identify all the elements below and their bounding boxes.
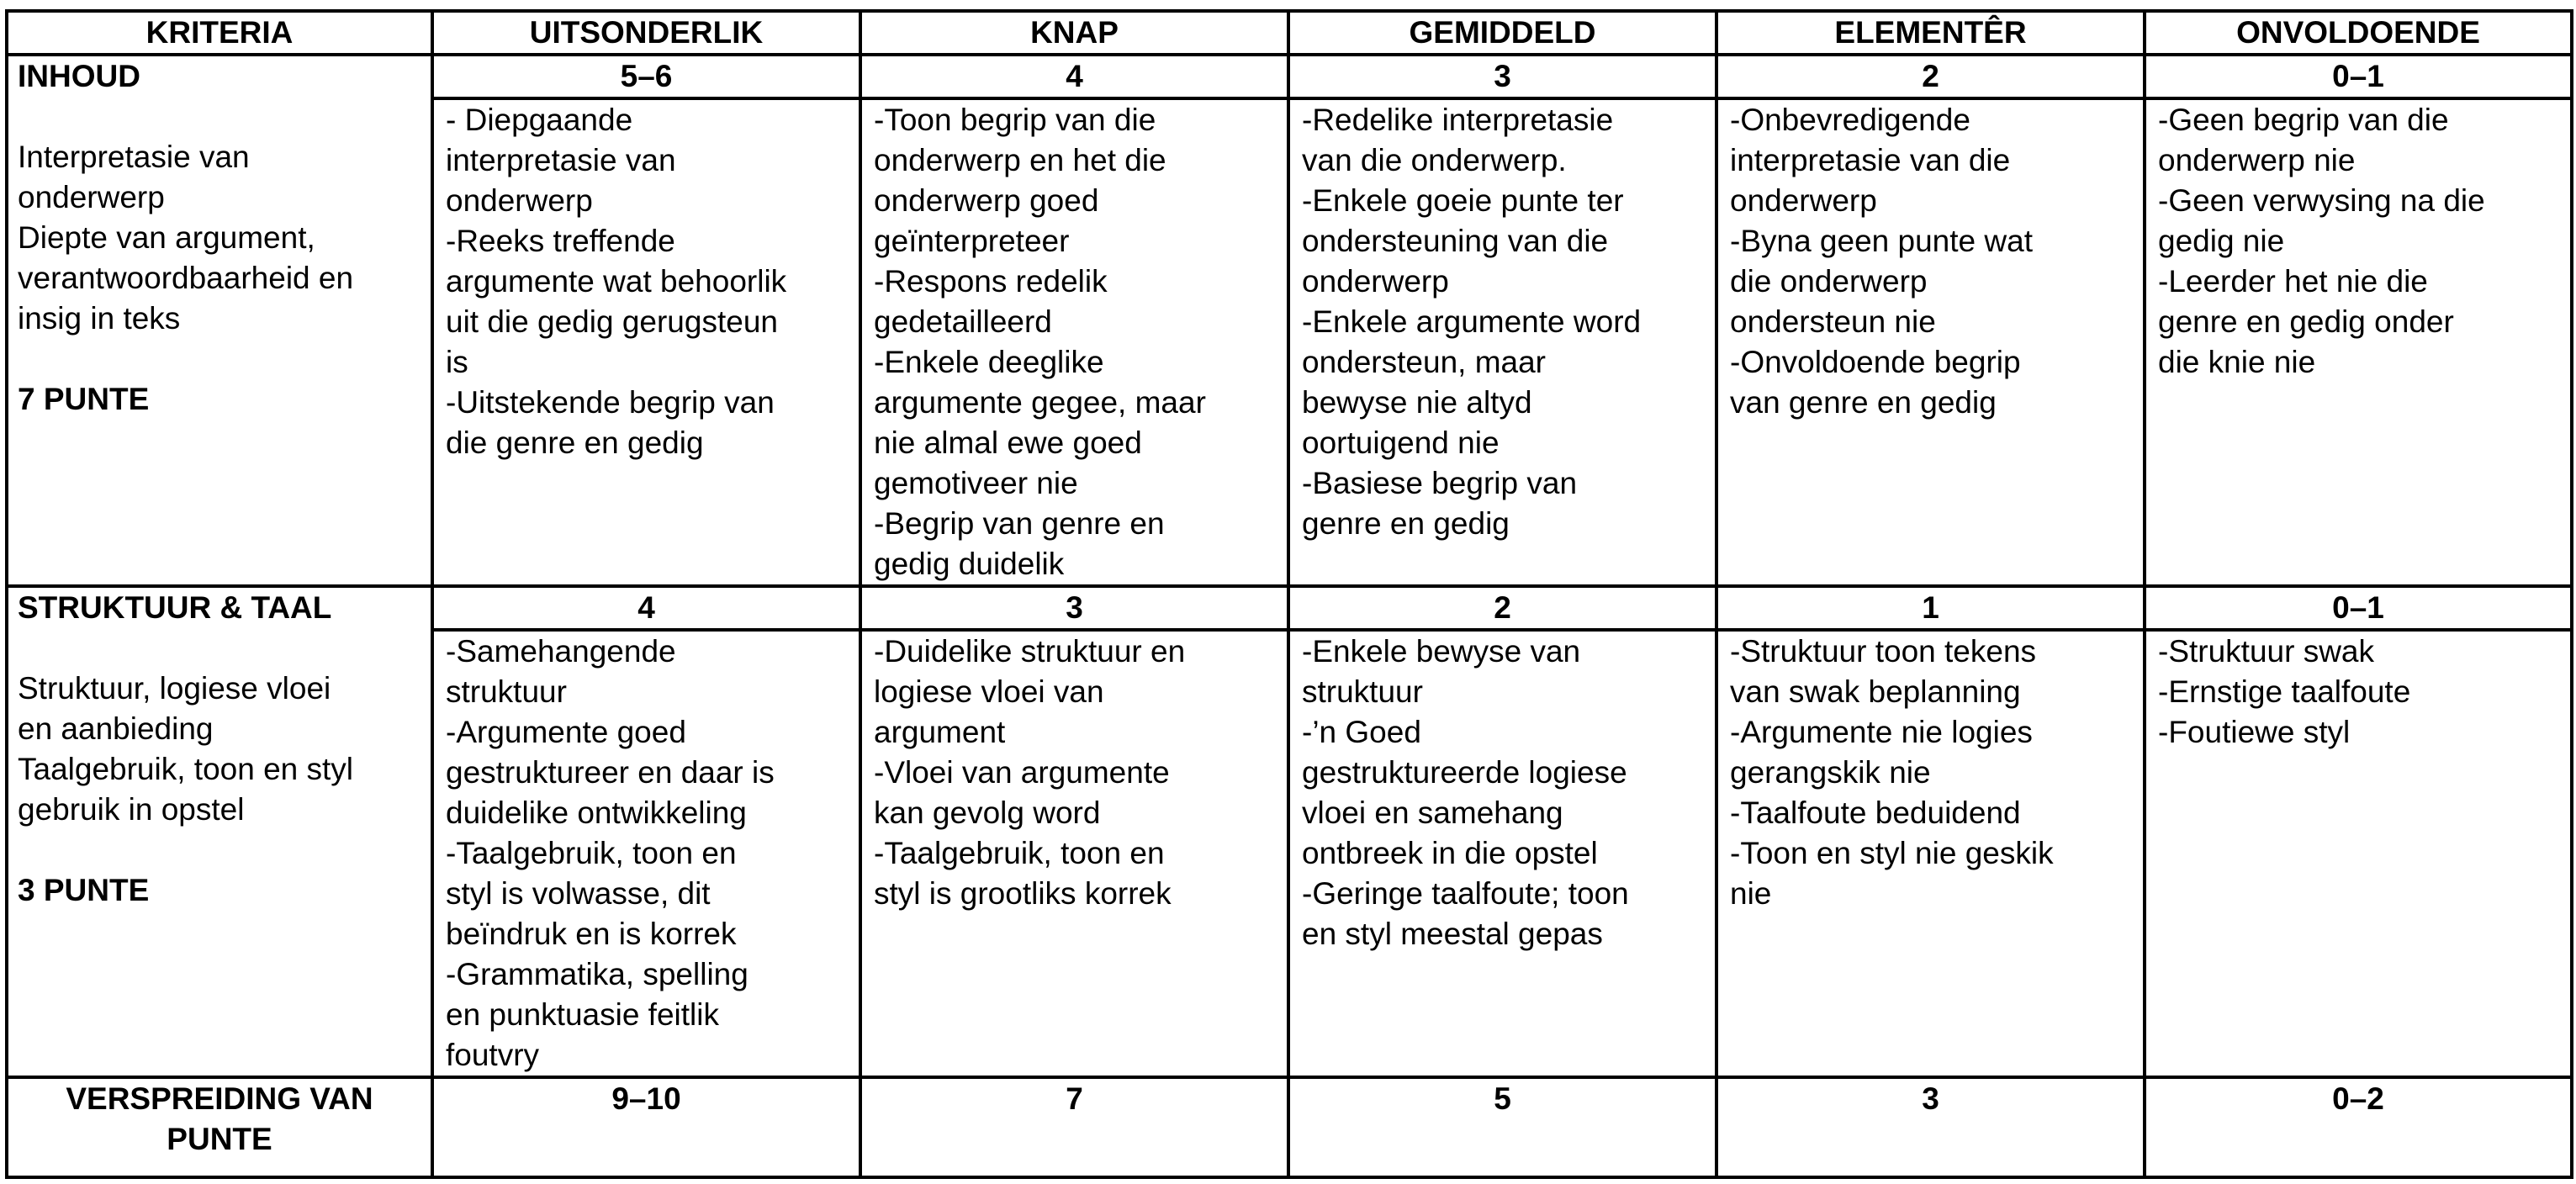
descriptor-line: gedetailleerd <box>874 304 1052 339</box>
criterion-description-line: Struktuur, logiese vloei <box>18 671 331 706</box>
descriptor-line: -Basiese begrip van <box>1302 466 1578 500</box>
descriptor-line: -Enkele deeglike <box>874 345 1104 379</box>
descriptor-line: -Argumente nie logies <box>1730 715 2033 749</box>
descriptor-line: logiese vloei van <box>874 674 1104 709</box>
descriptor-line: interpretasie van <box>446 143 676 177</box>
descriptor-line: -Toon en styl nie geskik <box>1730 836 2054 870</box>
descriptor-line: -Begrip van genre en <box>874 506 1165 541</box>
descriptor-line: -Enkele argumente word <box>1302 304 1642 339</box>
descriptor-line: argumente wat behoorlik <box>446 264 787 299</box>
criterion-points: 7 PUNTE <box>18 382 150 416</box>
criterion-description-line: Interpretasie van <box>18 140 250 174</box>
descriptor-line: onderwerp <box>1302 264 1449 299</box>
header-gemiddeld: GEMIDDELD <box>1288 11 1716 55</box>
descriptor-line: styl is grootliks korrek <box>874 876 1172 911</box>
descriptor-line: -Foutiewe styl <box>2158 715 2351 749</box>
descriptor-line: -Struktuur toon tekens <box>1730 634 2037 669</box>
footer-value-gemiddeld: 5 <box>1288 1077 1716 1177</box>
descriptor-line: -Redelike interpretasie <box>1302 103 1614 137</box>
descriptor-line: die onderwerp <box>1730 264 1928 299</box>
descriptor-uitsonderlik <box>432 98 860 586</box>
descriptor-line: -Enkele bewyse van <box>1302 634 1581 669</box>
descriptor-line: -Uitstekende begrip van <box>446 385 775 420</box>
score-knap: 3 <box>860 586 1288 630</box>
descriptor-onvoldoende <box>2145 98 2572 586</box>
descriptor-line: - Diepgaande <box>446 103 633 137</box>
descriptor-line: -Argumente goed <box>446 715 686 749</box>
footer-label <box>7 1077 432 1177</box>
descriptor-line: -Leerder het nie die <box>2158 264 2428 299</box>
descriptor-line: nie almal ewe goed <box>874 426 1142 460</box>
descriptor-line: oortuigend nie <box>1302 426 1500 460</box>
descriptor-line: die genre en gedig <box>446 426 704 460</box>
descriptor-line: van swak beplanning <box>1730 674 2021 709</box>
descriptor-elementer <box>1716 98 2145 586</box>
descriptor-line: onderwerp <box>446 183 593 218</box>
descriptor-line: ondersteuning van die <box>1302 224 1609 258</box>
descriptor-gemiddeld <box>1288 98 1716 586</box>
criterion-title: INHOUD <box>18 59 140 93</box>
descriptor-knap <box>860 98 1288 586</box>
score-elementer: 1 <box>1716 586 2145 630</box>
descriptor-line: ontbreek in die opstel <box>1302 836 1598 870</box>
descriptor-line: duidelike ontwikkeling <box>446 796 747 830</box>
descriptor-line: onderwerp en het die <box>874 143 1166 177</box>
footer-value-uitsonderlik: 9–10 <box>432 1077 860 1177</box>
descriptor-line: en styl meestal gepas <box>1302 917 1603 951</box>
descriptor-line: argumente gegee, maar <box>874 385 1206 420</box>
descriptor-line: -Vloei van argumente <box>874 755 1170 790</box>
score-uitsonderlik: 5–6 <box>432 55 860 98</box>
descriptor-line: -Samehangende <box>446 634 676 669</box>
descriptor-line: kan gevolg word <box>874 796 1101 830</box>
descriptor-elementer <box>1716 630 2145 1077</box>
descriptor-line: nie <box>1730 876 1772 911</box>
criterion-description-line: onderwerp <box>18 180 165 214</box>
criterion-description-line: insig in teks <box>18 301 181 336</box>
criterion-description-line: en aanbieding <box>18 711 214 746</box>
footer-value-onvoldoende: 0–2 <box>2145 1077 2572 1177</box>
descriptor-line: -Ernstige taalfoute <box>2158 674 2411 709</box>
descriptor-line: is <box>446 345 468 379</box>
descriptor-line: ondersteun nie <box>1730 304 1936 339</box>
criterion-description-line: Diepte van argument, <box>18 220 315 255</box>
descriptor-line: struktuur <box>1302 674 1423 709</box>
score-onvoldoende: 0–1 <box>2145 55 2572 98</box>
descriptor-knap <box>860 630 1288 1077</box>
header-onvoldoende: ONVOLDOENDE <box>2145 11 2572 55</box>
header-uitsonderlik: UITSONDERLIK <box>432 11 860 55</box>
score-gemiddeld: 2 <box>1288 586 1716 630</box>
descriptor-line: foutvry <box>446 1038 540 1072</box>
descriptor-line: genre en gedig <box>1302 506 1510 541</box>
criterion-description-line: Taalgebruik, toon en styl <box>18 752 354 786</box>
score-gemiddeld: 3 <box>1288 55 1716 98</box>
header-row <box>7 11 2572 55</box>
descriptor-line: genre en gedig onder <box>2158 304 2454 339</box>
score-uitsonderlik: 4 <box>432 586 860 630</box>
inhoud-score-row <box>7 55 2572 98</box>
descriptor-line: en punktuasie feitlik <box>446 997 719 1032</box>
footer-label-line: PUNTE <box>167 1122 272 1156</box>
descriptor-line: uit die gedig gerugsteun <box>446 304 778 339</box>
descriptor-gemiddeld <box>1288 630 1716 1077</box>
criterion-description-line: verantwoordbaarheid en <box>18 261 354 295</box>
descriptor-line: bewyse nie altyd <box>1302 385 1532 420</box>
descriptor-line: -Byna geen punte wat <box>1730 224 2033 258</box>
struktuur-score-row <box>7 586 2572 630</box>
descriptor-line: beïndruk en is korrek <box>446 917 737 951</box>
descriptor-line: styl is volwasse, dit <box>446 876 711 911</box>
criterion-struktuur-taal <box>7 586 432 1077</box>
descriptor-line: -Respons redelik <box>874 264 1108 299</box>
descriptor-line: interpretasie van die <box>1730 143 2011 177</box>
descriptor-line: -Taalfoute beduidend <box>1730 796 2021 830</box>
descriptor-line: -Reeks treffende <box>446 224 675 258</box>
footer-value-elementer: 3 <box>1716 1077 2145 1177</box>
descriptor-line: gedig duidelik <box>874 547 1065 581</box>
header-elementer: ELEMENTÊR <box>1716 11 2145 55</box>
score-elementer: 2 <box>1716 55 2145 98</box>
descriptor-line: gestruktureer en daar is <box>446 755 775 790</box>
rubric-table <box>5 9 2573 1179</box>
score-knap: 4 <box>860 55 1288 98</box>
descriptor-line: -Taalgebruik, toon en <box>874 836 1165 870</box>
criterion-inhoud <box>7 55 432 586</box>
descriptor-line: -Struktuur swak <box>2158 634 2375 669</box>
descriptor-line: -Geringe taalfoute; toon <box>1302 876 1629 911</box>
descriptor-line: geïnterpreteer <box>874 224 1070 258</box>
score-onvoldoende: 0–1 <box>2145 586 2572 630</box>
descriptor-line: -Grammatika, spelling <box>446 957 748 991</box>
descriptor-line: onderwerp goed <box>874 183 1099 218</box>
descriptor-line: -Onvoldoende begrip <box>1730 345 2021 379</box>
descriptor-line: van die onderwerp. <box>1302 143 1567 177</box>
descriptor-line: vloei en samehang <box>1302 796 1563 830</box>
footer-value-knap: 7 <box>860 1077 1288 1177</box>
descriptor-line: -Onbevredigende <box>1730 103 1970 137</box>
descriptor-line: onderwerp nie <box>2158 143 2356 177</box>
descriptor-line: van genre en gedig <box>1730 385 1997 420</box>
descriptor-line: -’n Goed <box>1302 715 1421 749</box>
descriptor-line: -Duidelike struktuur en <box>874 634 1186 669</box>
descriptor-line: -Geen verwysing na die <box>2158 183 2485 218</box>
footer-label-line: VERSPREIDING VAN <box>66 1081 373 1116</box>
descriptor-uitsonderlik <box>432 630 860 1077</box>
criterion-description-line: gebruik in opstel <box>18 792 245 827</box>
header-kriteria: KRITERIA <box>7 11 432 55</box>
criterion-points: 3 PUNTE <box>18 873 150 907</box>
descriptor-line: -Taalgebruik, toon en <box>446 836 737 870</box>
descriptor-line: gedig nie <box>2158 224 2285 258</box>
descriptor-line: gestruktureerde logiese <box>1302 755 1627 790</box>
descriptor-line: gerangskik nie <box>1730 755 1931 790</box>
descriptor-line: -Enkele goeie punte ter <box>1302 183 1624 218</box>
descriptor-line: gemotiveer nie <box>874 466 1078 500</box>
header-knap: KNAP <box>860 11 1288 55</box>
descriptor-line: -Geen begrip van die <box>2158 103 2449 137</box>
descriptor-line: onderwerp <box>1730 183 1877 218</box>
descriptor-line: argument <box>874 715 1006 749</box>
descriptor-line: ondersteun, maar <box>1302 345 1547 379</box>
descriptor-line: struktuur <box>446 674 567 709</box>
descriptor-line: -Toon begrip van die <box>874 103 1156 137</box>
descriptor-line: die knie nie <box>2158 345 2316 379</box>
descriptor-onvoldoende <box>2145 630 2572 1077</box>
footer-row <box>7 1077 2572 1177</box>
criterion-title: STRUKTUUR & TAAL <box>18 590 332 625</box>
